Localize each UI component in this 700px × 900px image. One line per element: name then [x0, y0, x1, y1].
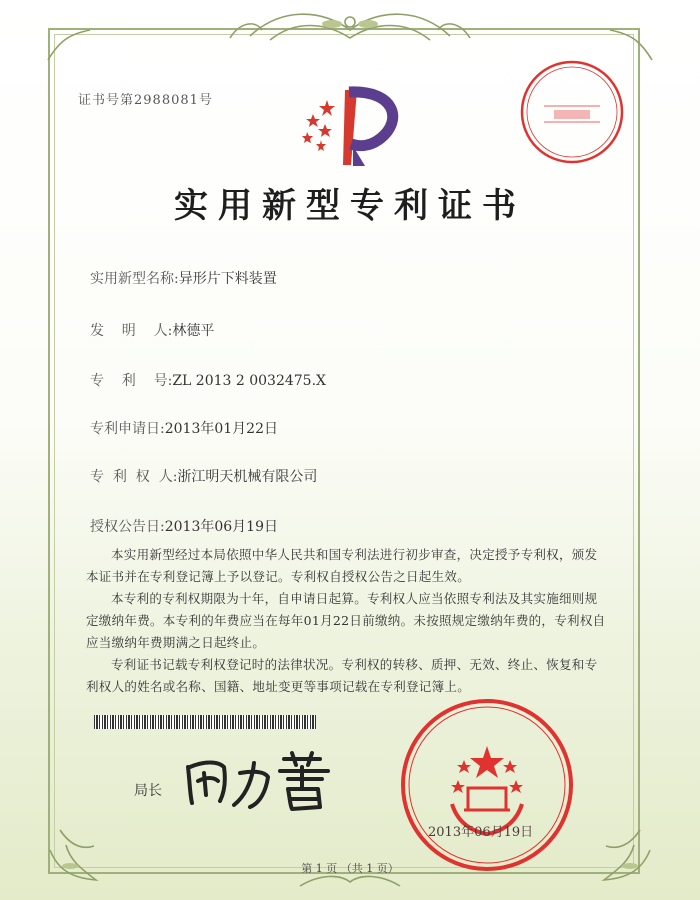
field-value: 2013年01月22日: [164, 421, 278, 437]
certificate-number: 证书号第2988081号: [78, 93, 213, 108]
field-value: ZL 2013 2 0032475.X: [172, 373, 327, 389]
field-value: 异形片下料装置: [178, 271, 277, 287]
page-footer: 第 1 页 （共 1 页）: [301, 862, 399, 875]
application-date-row: [90, 418, 278, 438]
tax-stamp-seal: [516, 56, 628, 168]
field-label: 发 明 人:: [90, 323, 173, 339]
patentee-row: [90, 466, 317, 486]
paragraph: 专利证书记载专利权登记时的法律状况。专利权的转移、质押、无效、终止、恢复和专利权人的姓名或名称、国籍、地址变更等事项记载在专利登记簿上。: [86, 657, 598, 694]
director-signature: [180, 745, 340, 815]
field-label: 专 利 号:: [90, 373, 173, 389]
seal-date: 2013年06月19日: [428, 825, 534, 840]
sipo-official-seal: [398, 696, 576, 874]
certificate-title: 实用新型专利证书: [174, 186, 526, 226]
grant-announcement-date-row: [90, 516, 278, 536]
certificate-body-text: [86, 544, 610, 698]
patent-number-row: [90, 370, 326, 390]
paragraph: 本实用新型经过本局依照中华人民共和国专利法进行初步审查，决定授予专利权，颁发本证书并在专利登记簿上予以登记。专利权自授权公告之日起生效。: [86, 547, 598, 584]
field-label: 授权公告日:: [90, 519, 165, 535]
field-label: 实用新型名称:: [90, 271, 179, 287]
field-label: 专利申请日:: [90, 421, 165, 437]
inventor-row: [90, 320, 214, 340]
field-value: 2013年06月19日: [164, 519, 278, 535]
field-value: 林德平: [172, 323, 215, 339]
director-label: 局长: [134, 783, 162, 799]
field-value: 浙江明天机械有限公司: [177, 469, 318, 485]
barcode: [94, 715, 316, 729]
paragraph: 本专利的专利权期限为十年，自申请日起算。专利权人应当依照专利法及其实施细则规定缴纳年费。本专利的年费应当在每年01月22日前缴纳。未按照规定缴纳年费的，专利权自应当缴纳年费期满之日起终止。: [86, 591, 606, 650]
utility-model-name-row: [90, 268, 277, 288]
field-label: 专 利 权 人:: [90, 469, 178, 485]
sipo-logo-icon: [285, 80, 415, 180]
